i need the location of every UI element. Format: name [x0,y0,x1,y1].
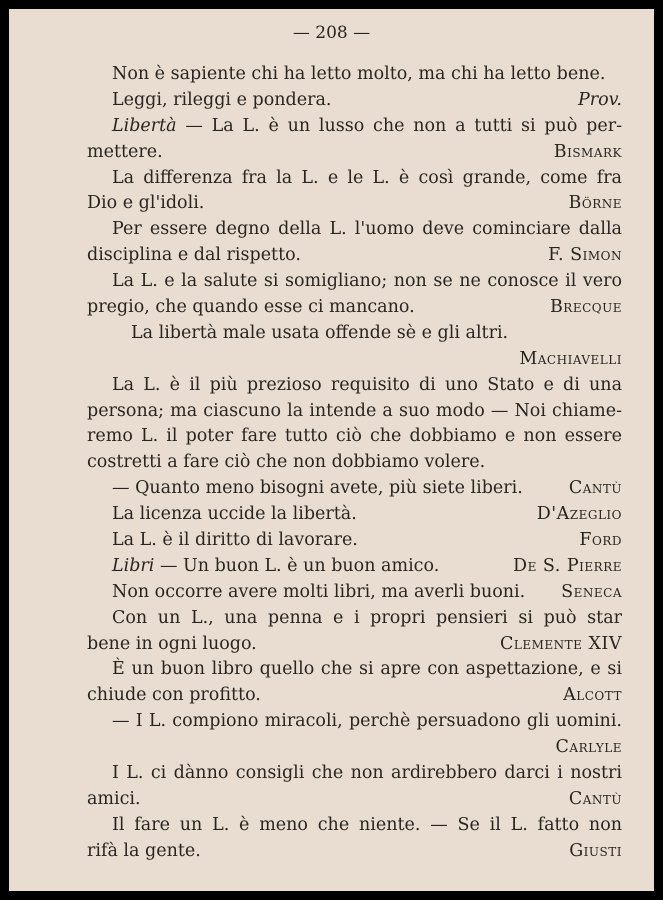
book-page [9,9,654,891]
attribution: Ford [579,530,622,551]
text-line: La L. è il diritto di lavorare. Ford [87,528,622,554]
text-line: Non è sapiente chi ha letto molto, ma chi ha letto bene. [112,64,606,84]
attribution: D'Azeglio [536,504,622,525]
text-line: — I L. compiono miracoli, perchè persuadono gli uomini. [112,711,622,732]
entry-heading: Libertà [112,115,177,136]
attribution: Cantù [568,788,622,809]
attribution: Seneca [561,581,622,602]
attribution: Giusti [569,840,622,861]
entry-heading: Libri [112,555,155,576]
attribution: De S. Pierre [513,555,622,576]
text-line: pregio, che quando esse ci mancano. Brecque [87,295,622,321]
text-line: disciplina e dal rispetto. F. Simon [87,243,622,269]
text-line: remo L. il poter fare tutto ciò che dobbiamo e non essere [87,426,622,447]
text-line: — Quanto meno bisogni avete, più siete liberi. Cantù [87,476,622,502]
attribution: Brecque [549,297,622,318]
attribution: Machiavelli [519,348,622,369]
attribution: Carlyle [555,737,622,758]
text-line: rifà la gente. Giusti [87,839,622,865]
text-line: persona; ma ciascuno la intende a suo modo — Noi chiame- [87,400,622,421]
text-line: mettere. Bismark [87,140,622,166]
text-line: chiude con profitto. Alcott [87,683,622,709]
page-text [87,62,622,865]
page-number: — 208 — [292,23,371,43]
text-line: La libertà male usata offende sè e gli altri. [131,322,509,343]
text-line: Per essere degno della L. l'uomo deve cominciare dalla [112,219,622,240]
attribution: Clemente XIV [499,633,622,654]
text-line: Non occorre avere molti libri, ma averli buoni. Seneca [87,580,622,606]
attribution: Börne [568,193,622,214]
attribution: F. Simon [548,245,622,266]
text-line: amici. Cantù [87,787,622,813]
text-line [87,347,622,373]
text-line: Con un L., una penna e i propri pensieri si può star [112,607,622,628]
attribution: Cantù [568,478,622,499]
attribution: Bismark [553,141,622,162]
attribution: Alcott [563,685,622,706]
attribution: Prov. [577,89,622,110]
text-line: La L. è il più prezioso requisito di uno Stato e di una [112,374,622,395]
text-line: La licenza uccide la libertà. D'Azeglio [87,502,622,528]
text-line: La differenza fra la L. e le L. è così grande, come fra [112,167,622,188]
text-line: Leggi, rileggi e pondera. Prov. [87,88,622,114]
text-line: I L. ci dànno consigli che non ardirebbero darci i nostri [112,763,622,784]
text-line: Libertà — La L. è un lusso che non a tutti si può per- [112,115,622,136]
text-line: Libri — Un buon L. è un buon amico. De S. Pierre [87,554,622,580]
text-line: Il fare un L. è meno che niente. — Se il L. fatto non [112,814,622,835]
text-line: La L. e la salute si somigliano; non se ne conosce il vero [112,271,622,292]
text-line [87,735,622,761]
text-line: Dio e gl'idoli. Börne [87,191,622,217]
text-line: È un buon libro quello che si apre con aspettazione, e si [112,659,622,680]
text-line: bene in ogni luogo. Clemente XIV [87,632,622,658]
text-line: costretti a fare ciò che non dobbiamo volere. [87,452,486,473]
